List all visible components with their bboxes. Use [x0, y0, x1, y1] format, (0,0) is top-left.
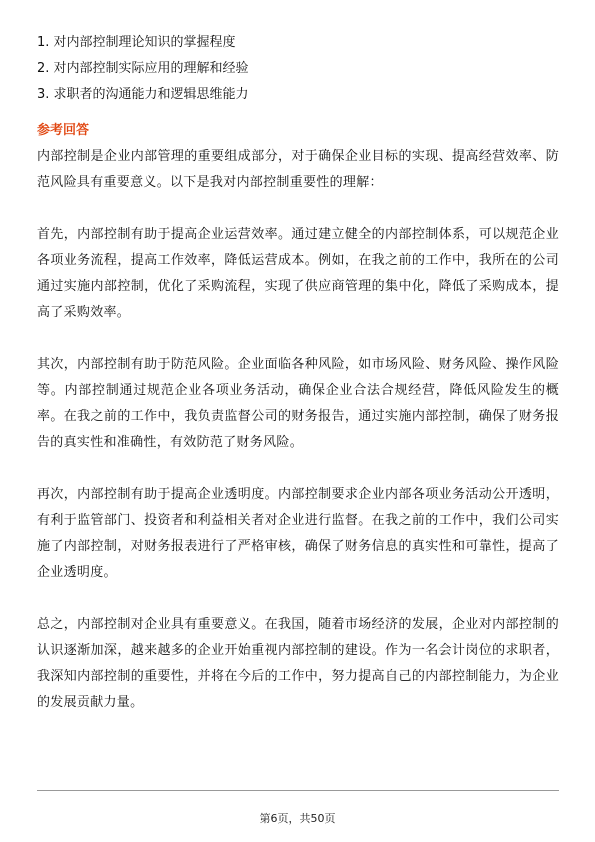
answer-paragraph: 再次，内部控制有助于提高企业透明度。内部控制要求企业内部各项业务活动公开透明，有利于监管部门、投资者和利益相关者对企业进行监督。在我之前的工作中，我们公司实施了内部控制，对财务报表进行了严格审核，确保了财务信息的真实性和可靠性，提高了企业透明度。 — [37, 487, 559, 580]
footer-divider — [37, 790, 559, 791]
answer-paragraph: 首先，内部控制有助于提高企业运营效率。通过建立健全的内部控制体系，可以规范企业各项业务流程，提高工作效率，降低运营成本。例如，在我之前的工作中，我所在的公司通过实施内部控制，优化了采购流程，实现了供应商管理的集中化，降低了采购成本，提高了采购效率。 — [37, 227, 559, 320]
criteria-item: 2. 对内部控制实际应用的理解和经验 — [37, 61, 249, 76]
evaluation-criteria-list — [37, 30, 557, 108]
reference-answer-heading: 参考回答 — [37, 123, 90, 138]
criteria-item: 3. 求职者的沟通能力和逻辑思维能力 — [37, 87, 249, 102]
answer-paragraph: 总之，内部控制对企业具有重要意义。在我国，随着市场经济的发展，企业对内部控制的认识逐渐加深，越来越多的企业开始重视内部控制的建设。作为一名会计岗位的求职者，我深知内部控制的重要性，并将在今后的工作中，努力提高自己的内部控制能力，为企业的发展贡献力量。 — [37, 617, 559, 710]
answer-paragraph: 内部控制是企业内部管理的重要组成部分，对于确保企业目标的实现、提高经营效率、防范风险具有重要意义。以下是我对内部控制重要性的理解： — [37, 149, 559, 190]
page-number-footer: 第6页，共50页 — [259, 812, 336, 825]
answer-body — [37, 144, 559, 742]
criteria-item: 1. 对内部控制理论知识的掌握程度 — [37, 35, 236, 50]
answer-paragraph: 其次，内部控制有助于防范风险。企业面临各种风险，如市场风险、财务风险、操作风险等。内部控制通过规范企业各项业务活动，确保企业合法合规经营，降低风险发生的概率。在我之前的工作中，我负责监督公司的财务报告，通过实施内部控制，确保了财务报告的真实性和准确性，有效防范了财务风险。 — [37, 357, 559, 450]
